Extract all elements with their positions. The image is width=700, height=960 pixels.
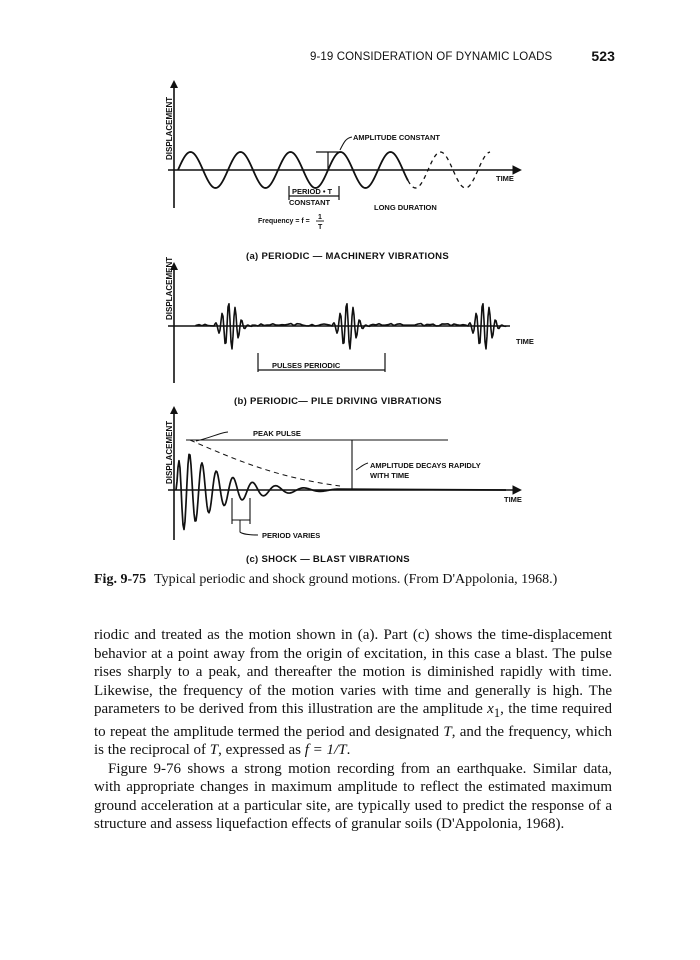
- panel-c-period-bracket: [232, 498, 250, 524]
- body-text: [94, 626, 612, 834]
- panel-c-decay-envelope: [190, 440, 340, 486]
- figure-caption-text: Typical periodic and shock ground motions. (From D'Appolonia, 1968.): [154, 572, 558, 587]
- figure-caption: [94, 572, 634, 588]
- panel-a-y-axis-label: DISPLACEMENT: [165, 96, 174, 160]
- panel-a-frequency-label: Frequency = f =: [258, 218, 310, 225]
- panel-c-amplitude-leader: [356, 463, 368, 470]
- panel-c-time-label: TIME: [504, 495, 522, 504]
- amplitude-symbol: x: [487, 701, 494, 717]
- running-head-section-title: 9-19 CONSIDERATION OF DYNAMIC LOADS: [310, 51, 553, 63]
- panel-c-period-label: PERIOD VARIES: [262, 531, 321, 540]
- period-symbol-2: T: [209, 742, 219, 758]
- panel-a-frequency-denominator: T: [318, 224, 323, 231]
- paragraph-1-text-d: , expressed as: [218, 742, 305, 758]
- panel-c-period-leader: [240, 520, 258, 535]
- amplitude-subscript: 1: [493, 706, 501, 720]
- panel-a-amplitude-label: AMPLITUDE CONSTANT: [353, 133, 440, 142]
- period-symbol: T: [443, 723, 452, 740]
- panel-c-peak-label: PEAK PULSE: [253, 429, 301, 438]
- panel-c-decay-label: AMPLITUDE DECAYS RAPIDLY: [370, 461, 481, 470]
- panel-a-frequency-numerator: 1: [318, 214, 322, 221]
- panel-c: [165, 406, 522, 565]
- panel-a-amplitude-leader: [340, 137, 352, 150]
- panel-b-pulses-label: PULSES PERIODIC: [272, 361, 341, 370]
- panel-c-title: (c) SHOCK — BLAST VIBRATIONS: [246, 554, 410, 565]
- panel-c-y-axis-label: DISPLACEMENT: [165, 420, 174, 484]
- paragraph-1-text-a: riodic and treated as the motion shown in (a). Part (c) shows the time-displacement behavior at a point away from the origin of excitation, in this case a blast. The pulse rises sharply to a peak, and thereafter the motion is diminished rapidly with time. Likewise, the frequency of the motion varies with time and generally is high. The parameters to be derived from this illustration are the amplitude: [94, 627, 612, 717]
- panel-a-time-label: TIME: [496, 174, 514, 183]
- panel-c-amplitude-bracket: [348, 440, 356, 490]
- paragraph-1-text-b: , the time required to repeat the amplitude termed the period and designated: [94, 701, 612, 740]
- panel-b: [165, 257, 534, 407]
- panel-a: [165, 80, 520, 262]
- page-number: 523: [591, 48, 615, 64]
- paragraph-2: Figure 9-76 shows a strong motion recording from an earthquake. Similar data, with appropriate changes in maximum amplitude to reflect the estimated maximum ground acceleration at a particular site, are typically used to predict the response of a structure and assess liquefaction effects of granular soils (D'Appolonia, 1968).: [94, 760, 612, 832]
- panel-a-period-constant-label: CONSTANT: [289, 198, 331, 207]
- figure-number: Fig. 9-75: [94, 572, 147, 587]
- panel-b-time-label: TIME: [516, 337, 534, 346]
- frequency-formula: f = 1/T: [304, 742, 347, 758]
- paragraph-1-text-c: , and the frequency, which is the reciprocal of: [94, 723, 612, 758]
- panel-c-up-arrow-icon: [170, 406, 178, 414]
- paragraph-1-text-e: .: [346, 742, 351, 758]
- panel-a-period-label: PERIOD • T: [292, 187, 333, 196]
- paragraph-1: [94, 626, 612, 760]
- panel-a-up-arrow-icon: [170, 80, 178, 88]
- panel-a-title: (a) PERIODIC — MACHINERY VIBRATIONS: [246, 251, 449, 262]
- panel-a-duration-label: LONG DURATION: [374, 203, 437, 212]
- panel-b-title: (b) PERIODIC— PILE DRIVING VIBRATIONS: [234, 396, 442, 407]
- panel-c-decay-label-line2: WITH TIME: [370, 471, 410, 480]
- panel-b-y-axis-label: DISPLACEMENT: [165, 256, 174, 320]
